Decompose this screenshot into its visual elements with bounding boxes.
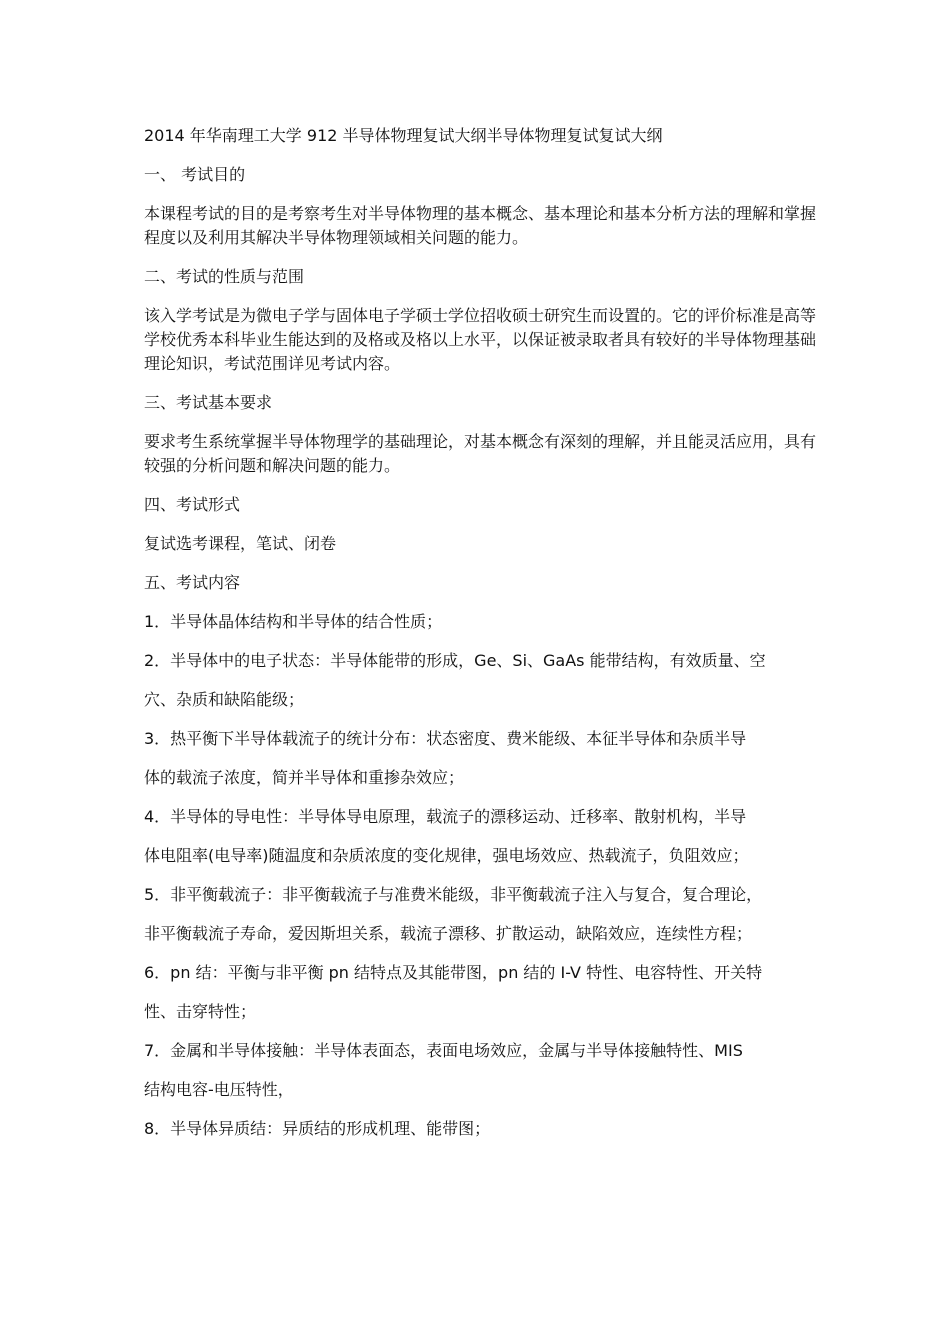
document-title: 2014 年华南理工大学 912 半导体物理复试大纲半导体物理复试复试大纲 <box>144 126 663 145</box>
list-item-1: 1．半导体晶体结构和半导体的结合性质； <box>144 612 443 631</box>
list-item-2: 2．半导体中的电子状态：半导体能带的形成，Ge、Si、GaAs 能带结构，有效质量、空 <box>144 651 766 670</box>
list-item-8: 8．半导体异质结：异质结的形成机理、能带图； <box>144 1119 491 1138</box>
paragraph-purpose: 本课程考试的目的是考察考生对半导体物理的基本概念、基本理论和基本分析方法的理解和掌握程度以及利用其解决半导体物理领域相关问题的能力。 <box>144 204 817 247</box>
paragraph-requirements: 要求考生系统掌握半导体物理学的基础理论，对基本概念有深刻的理解，并且能灵活应用，具有较强的分析问题和解决问题的能力。 <box>144 432 817 475</box>
section-heading-requirements: 三、考试基本要求 <box>144 393 273 412</box>
list-item-7-continued: 结构电容-电压特性， <box>144 1080 294 1099</box>
list-item-4: 4．半导体的导电性：半导体导电原理，载流子的漂移运动、迁移率、散射机构，半导 <box>144 807 747 826</box>
list-item-2-continued: 穴、杂质和缺陷能级； <box>144 690 305 709</box>
document-body <box>144 124 816 1156</box>
list-item-5-continued: 非平衡载流子寿命，爱因斯坦关系，载流子漂移、扩散运动，缺陷效应，连续性方程； <box>144 924 753 943</box>
list-item-6: 6．pn 结：平衡与非平衡 pn 结特点及其能带图，pn 结的 I-V 特性、电容特性、开关特 <box>144 963 763 982</box>
list-item-5: 5．非平衡载流子：非平衡载流子与准费米能级，非平衡载流子注入与复合，复合理论， <box>144 885 763 904</box>
section-heading-nature: 二、考试的性质与范围 <box>144 267 305 286</box>
paragraph-nature: 该入学考试是为微电子学与固体电子学硕士学位招收硕士研究生而设置的。它的评价标准是高等学校优秀本科毕业生能达到的及格或及格以上水平，以保证被录取者具有较好的半导体物理基础理论知识，考试范围详见考试内容。 <box>144 306 817 373</box>
list-item-3: 3．热平衡下半导体载流子的统计分布：状态密度、费米能级、本征半导体和杂质半导 <box>144 729 747 748</box>
paragraph-form: 复试选考课程，笔试、闭卷 <box>144 534 337 553</box>
section-heading-purpose: 一、 考试目的 <box>144 165 246 184</box>
section-heading-form: 四、考试形式 <box>144 495 241 514</box>
section-heading-content: 五、考试内容 <box>144 573 241 592</box>
list-item-4-continued: 体电阻率(电导率)随温度和杂质浓度的变化规律，强电场效应、热载流子，负阻效应； <box>144 846 749 865</box>
list-item-6-continued: 性、击穿特性； <box>144 1002 257 1021</box>
list-item-3-continued: 体的载流子浓度，简并半导体和重掺杂效应； <box>144 768 465 787</box>
list-item-7: 7．金属和半导体接触：半导体表面态，表面电场效应，金属与半导体接触特性、MIS <box>144 1041 743 1060</box>
